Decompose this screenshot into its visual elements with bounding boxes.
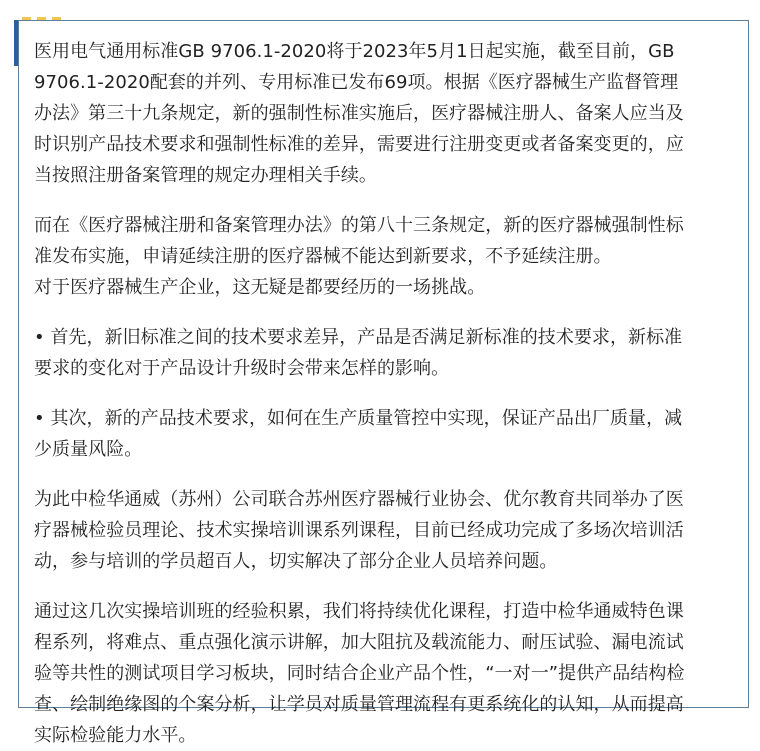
- text-line: 少质量风险。: [34, 439, 143, 460]
- paragraph-course-plan: [34, 596, 736, 751]
- bullet-first: [34, 322, 736, 384]
- text-line: 当按照注册备案管理的规定办理相关手续。: [34, 165, 377, 186]
- text-line: • 首先，新旧标准之间的技术要求差异，产品是否满足新标准的技术要求，新标准: [34, 327, 683, 348]
- paragraph-standard-intro: [34, 36, 736, 191]
- text-line: 准发布实施，申请延续注册的医疗器械不能达到新要求，不予延续注册。: [34, 246, 612, 267]
- paragraph-registration-rule: [34, 210, 736, 303]
- text-line: 程系列，将难点、重点强化演示讲解，加大阻抗及载流能力、耐压试验、漏电流试: [34, 632, 684, 653]
- text-line: 而在《医疗器械注册和备案管理办法》的第八十三条规定，新的医疗器械强制性标: [34, 215, 684, 236]
- text-line: 疗器械检验员理论、技术实操培训课系列课程，目前已经成功完成了多场次培训活: [34, 520, 684, 541]
- text-line: 要求的变化对于产品设计升级时会带来怎样的影响。: [34, 358, 450, 379]
- text-line: 医用电气通用标准GB 9706.1-2020将于2023年5月1日起实施，截至目前，GB: [34, 41, 675, 62]
- text-line: 时识别产品技术要求和强制性标准的差异，需要进行注册变更或者备案变更的，应: [34, 134, 684, 155]
- text-line: 实际检验能力水平。: [34, 725, 197, 746]
- text-line: 验等共性的测试项目学习板块，同时结合企业产品个性，“一对一”提供产品结构检: [34, 663, 685, 684]
- article-body: [34, 36, 736, 751]
- text-line: 办法》第三十九条规定，新的强制性标准实施后，医疗器械注册人、备案人应当及: [34, 103, 684, 124]
- text-line: • 其次，新的产品技术要求，如何在生产质量管控中实现，保证产品出厂质量，减: [34, 408, 683, 429]
- text-line: 为此中检华通威（苏州）公司联合苏州医疗器械行业协会、优尔教育共同举办了医: [34, 489, 684, 510]
- text-line: 通过这几次实操培训班的经验积累，我们将持续优化课程，打造中检华通威特色课: [34, 601, 684, 622]
- text-line: 查、绘制绝缘图的个案分析，让学员对质量管理流程有更系统化的认知，从而提高: [34, 694, 684, 715]
- accent-bar: [14, 20, 18, 66]
- paragraph-training-program: [34, 484, 736, 577]
- text-line: 9706.1-2020配套的并列、专用标准已发布69项。根据《医疗器械生产监督管理: [34, 72, 679, 93]
- text-line: 对于医疗器械生产企业，这无疑是都要经历的一场挑战。: [34, 277, 486, 298]
- bullet-second: [34, 403, 736, 465]
- text-line: 动，参与培训的学员超百人，切实解决了部分企业人员培养问题。: [34, 551, 558, 572]
